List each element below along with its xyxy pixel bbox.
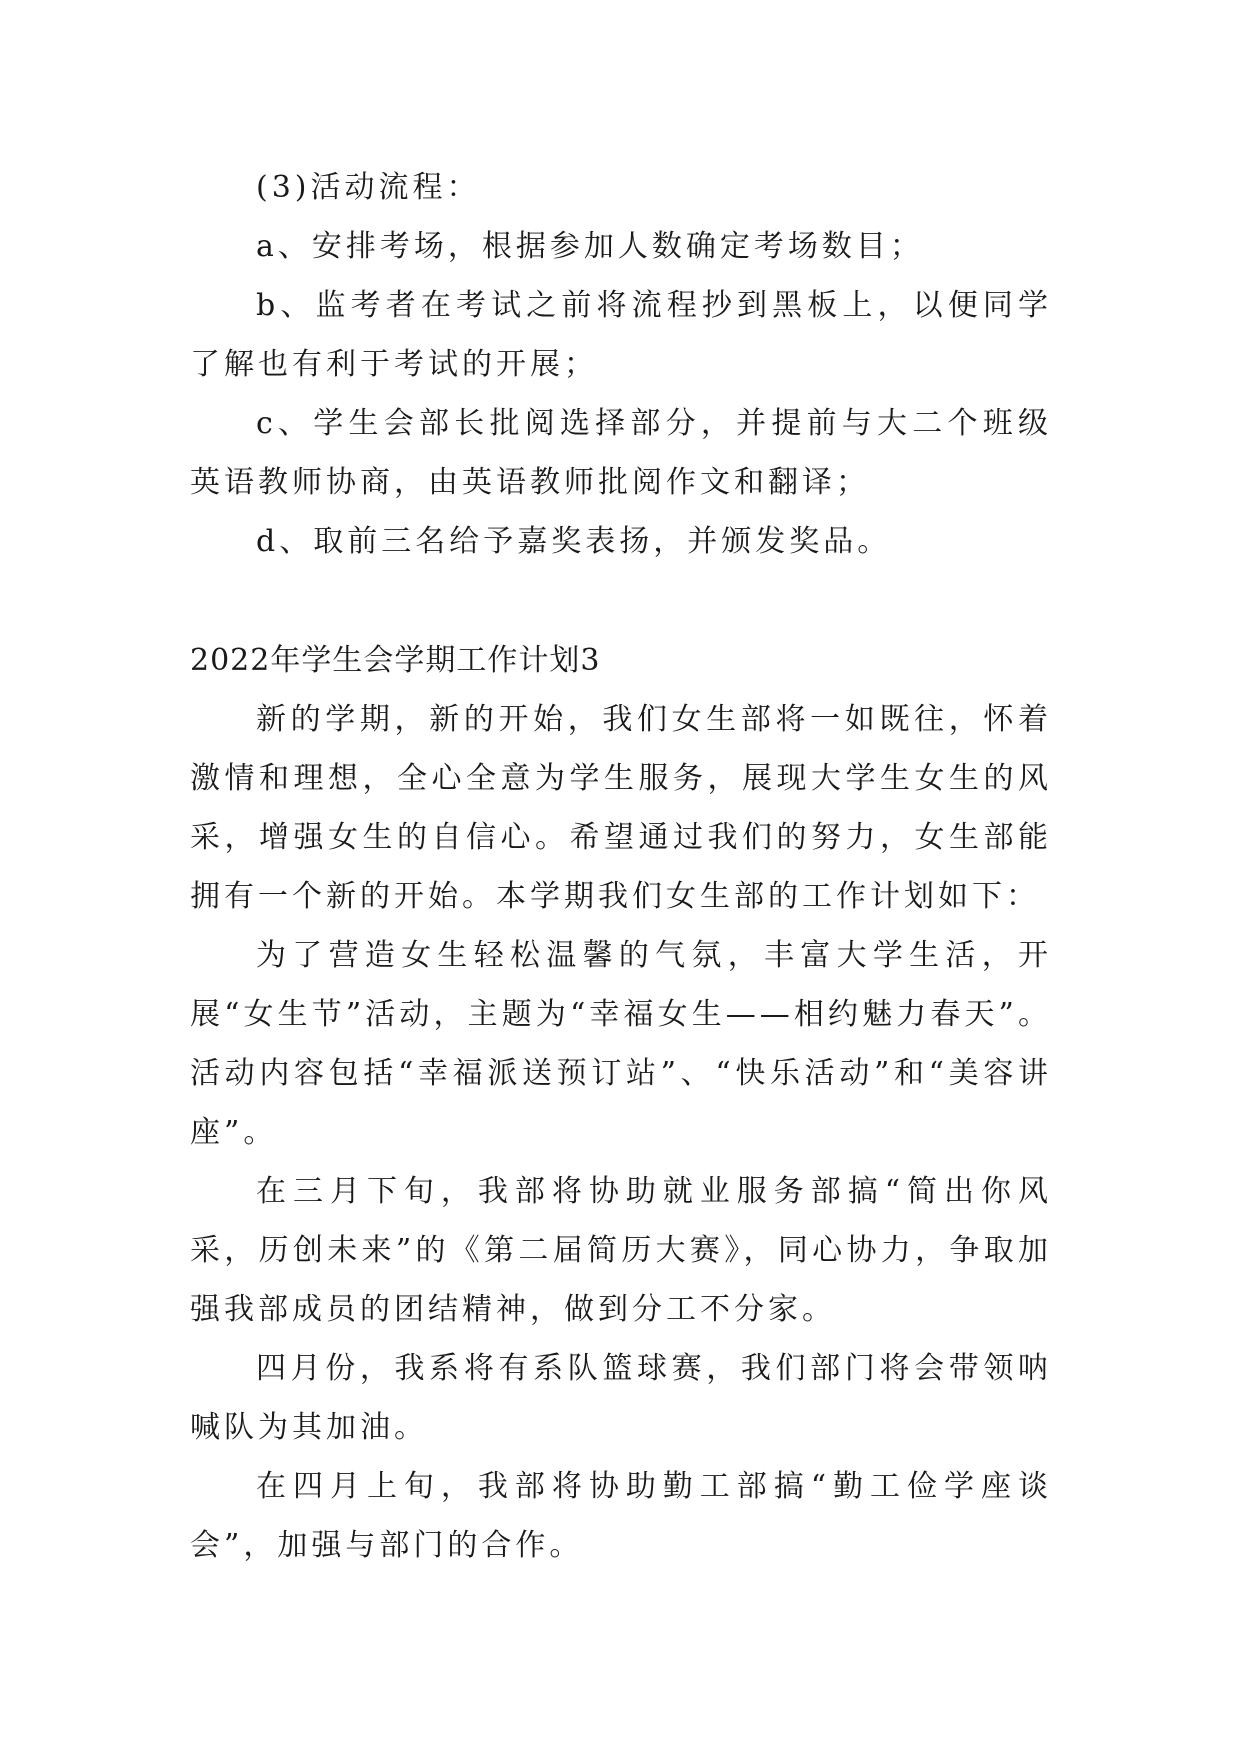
activity-flow-title: (3)活动流程： — [256, 170, 481, 205]
plan3-paragraph-work-study: 在四月上旬，我部将协助勤工部搞“勤工俭学座谈会”，加强与部门的合作。 — [190, 1469, 1052, 1563]
plan3-paragraph-intro: 新的学期，新的开始，我们女生部将一如既往，怀着激情和理想，全心全意为学生服务，展现大学生女生的风采，增强女生的自信心。希望通过我们的努力，女生部能拥有一个新的开始。本学期我们女生部的工作计划如下： — [190, 702, 1052, 914]
activity-step-c: c、学生会部长批阅选择部分，并提前与大二个班级英语教师协商，由英语教师批阅作文和翻译； — [190, 406, 1052, 500]
activity-step-b: b、监考者在考试之前将流程抄到黑板上，以便同学了解也有利于考试的开展； — [190, 288, 1052, 382]
document-page — [190, 158, 1052, 1575]
plan3-title: 2022年学生会学期工作计划3 — [190, 643, 601, 678]
activity-step-d: d、取前三名给予嘉奖表扬，并颁发奖品。 — [256, 524, 892, 559]
plan3-paragraph-basketball: 四月份，我系将有系队篮球赛，我们部门将会带领呐喊队为其加油。 — [190, 1351, 1052, 1445]
activity-step-a: a、安排考场，根据参加人数确定考场数目； — [256, 229, 924, 264]
plan3-paragraph-girls-day: 为了营造女生轻松温馨的气氛，丰富大学生活，开展“女生节”活动，主题为“幸福女生——相约魅力春天”。活动内容包括“幸福派送预订站”、“快乐活动”和“美容讲座”。 — [190, 938, 1052, 1150]
plan3-paragraph-resume-contest: 在三月下旬，我部将协助就业服务部搞“简出你风采，历创未来”的《第二届简历大赛》，同心协力，争取加强我部成员的团结精神，做到分工不分家。 — [190, 1174, 1052, 1327]
section-spacer — [190, 571, 1052, 631]
